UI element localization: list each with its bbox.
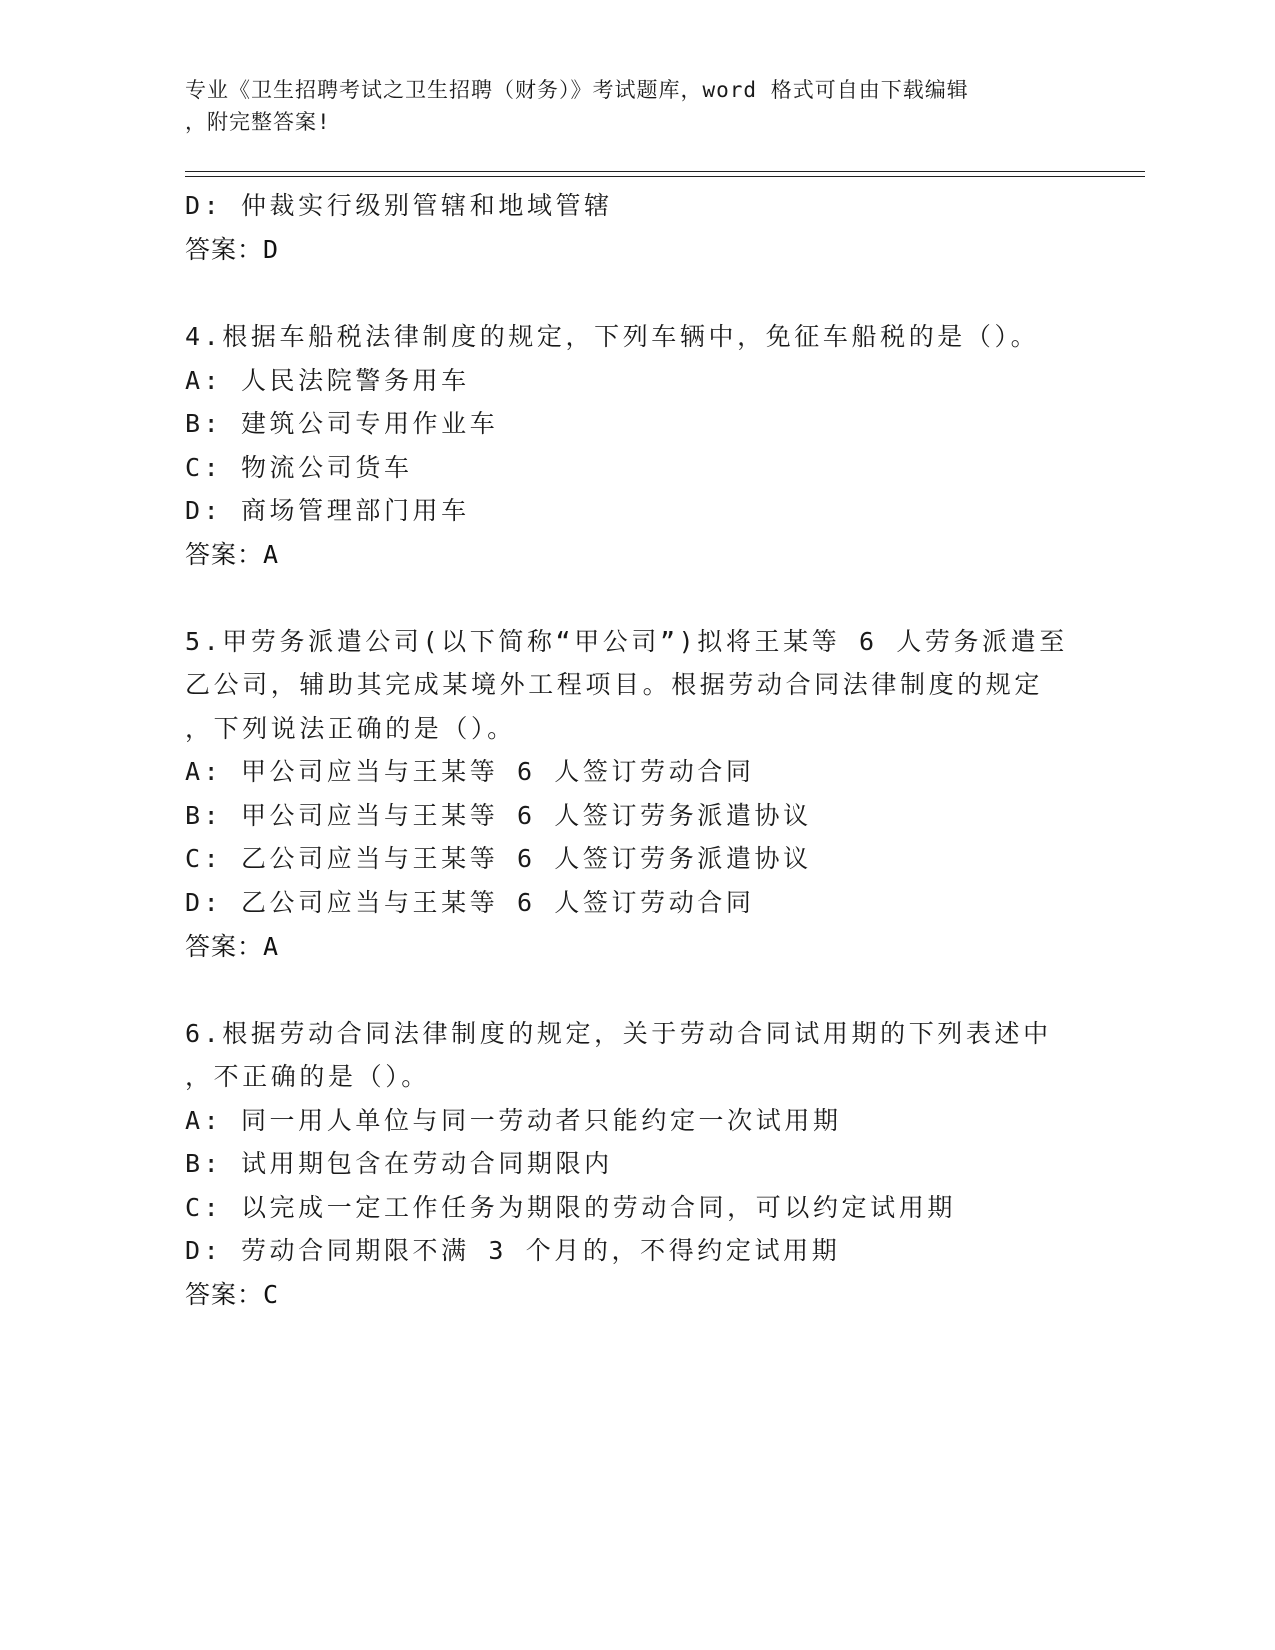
q6-option-c: C: 以完成一定工作任务为期限的劳动合同，可以约定试用期: [185, 1193, 956, 1222]
header-divider-bottom: [185, 176, 1145, 177]
q6-stem-line2: ，不正确的是（）。: [185, 1062, 430, 1091]
q4-stem: 4.根据车船税法律制度的规定，下列车辆中，免征车船税的是（）。: [185, 322, 1040, 351]
q6-option-b: B: 试用期包含在劳动合同期限内: [185, 1149, 613, 1178]
q6-option-d: D: 劳动合同期限不满 3 个月的，不得约定试用期: [185, 1236, 841, 1265]
q4-option-c: C: 物流公司货车: [185, 453, 413, 482]
header-title-line2: ，附完整答案!: [185, 110, 331, 134]
q5-option-d: D: 乙公司应当与王某等 6 人签订劳动合同: [185, 888, 755, 917]
q5-stem-line3: ，下列说法正确的是（）。: [185, 714, 516, 743]
q5-answer: 答案：A: [185, 932, 280, 961]
prev-option-d: D: 仲裁实行级别管辖和地域管辖: [185, 191, 613, 220]
q4-option-b: B: 建筑公司专用作业车: [185, 409, 499, 438]
q5-option-b: B: 甲公司应当与王某等 6 人签订劳务派遣协议: [185, 801, 812, 830]
q5-option-c: C: 乙公司应当与王某等 6 人签订劳务派遣协议: [185, 844, 812, 873]
q6-answer: 答案：C: [185, 1280, 280, 1309]
q5-stem-line1: 5.甲劳务派遣公司(以下简称“甲公司”)拟将王某等 6 人劳务派遣至: [185, 627, 1068, 656]
q4-option-a: A: 人民法院警务用车: [185, 366, 470, 395]
q6-stem-line1: 6.根据劳动合同法律制度的规定，关于劳动合同试用期的下列表述中: [185, 1019, 1052, 1048]
prev-answer: 答案：D: [185, 235, 280, 264]
q4-option-d: D: 商场管理部门用车: [185, 496, 470, 525]
q6-option-a: A: 同一用人单位与同一劳动者只能约定一次试用期: [185, 1106, 842, 1135]
q4-answer: 答案：A: [185, 540, 280, 569]
q5-option-a: A: 甲公司应当与王某等 6 人签订劳动合同: [185, 757, 755, 786]
header-title-line1: 专业《卫生招聘考试之卫生招聘（财务）》考试题库，word 格式可自由下载编辑: [185, 78, 969, 102]
header-divider-top: [185, 171, 1145, 172]
q5-stem-line2: 乙公司，辅助其完成某境外工程项目。根据劳动合同法律制度的规定: [185, 670, 1044, 699]
